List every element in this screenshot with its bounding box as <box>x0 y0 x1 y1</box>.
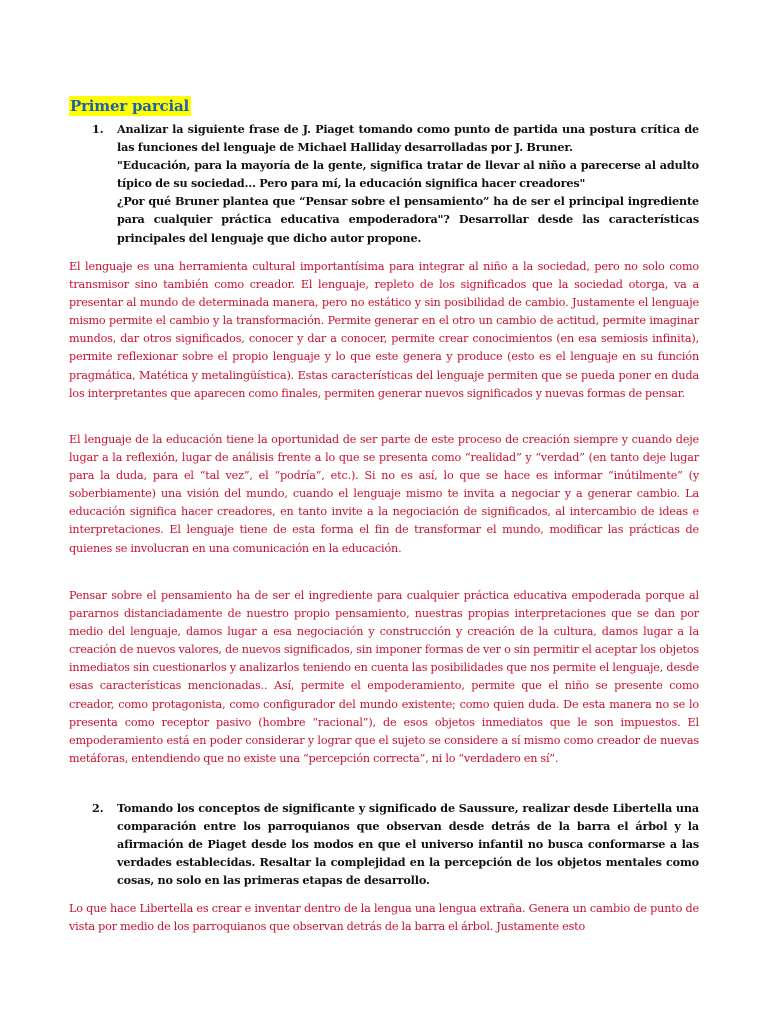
answer-2-paragraph-1: Lo que hace Libertella es crear e inventar dentro de la lengua una lengua extraña. Genera un cambio de punto de vista por medio de los parroquianos que observan detrás de la barra el árbol. Justamente esto <box>69 902 699 934</box>
question-1 <box>117 120 699 247</box>
answer-1-paragraph-3: Pensar sobre el pensamiento ha de ser el ingrediente para cualquier práctica educativa empoderada porque al pararnos distanciadamente de nuestro propio pensamiento, nuestras propias interpretaciones que se dan por medio del lenguaje, damos lugar a esa negociación y construcción y creación de la cultura, damos lugar a la creación de nuevos valores, de nuevos significados, sin imponer formas de ver o sin permitir el aceptar los objetos inmediatos sin cuestionarlos y analizarlos teniendo en cuenta las posibilidades que nos permite el lenguaje, desde esas características mencionadas.. Así, permite el empoderamiento, permite que el niño se presente como creador, como protagonista, como configurador del mundo existente; como quien duda. De esta manera no se lo presenta como receptor pasivo (hombre “racional”), de esos objetos inmediatos que le son impuestos. El empoderamiento está en poder considerar y lograr que el sujeto se considere a sí mismo como creador de nuevas metáforas, entendiendo que no existe una “percepción correcta”, ni lo “verdadero en sí”. <box>69 589 699 765</box>
question-1-followup: ¿Por qué Bruner plantea que “Pensar sobre el pensamiento” ha de ser el principal ingrediente para cualquier práctica educativa empoderadora"? Desarrollar desde las características principales del lenguaje que dicho autor propone. <box>117 194 699 245</box>
page-title: Primer parcial <box>70 97 189 115</box>
question-1-number: 1. <box>92 122 104 136</box>
question-2-number: 2. <box>92 801 104 815</box>
question-1-quote: "Educación, para la mayoría de la gente, significa tratar de llevar al niño a parecerse al adulto típico de su sociedad... Pero para mí, la educación significa hacer creadores" <box>117 158 699 191</box>
answer-1-paragraph-2: El lenguaje de la educación tiene la oportunidad de ser parte de este proceso de creación siempre y cuando deje lugar a la reflexión, lugar de análisis frente a lo que se presenta como “realidad” y “verdad” (en tanto deje lugar para la duda, para el “tal vez”, el “podría”, etc.). Si no es así, lo que se hace es informar “inútilmente” (y soberbiamente) una visión del mundo, cuando el lenguaje mismo te invita a negociar y a generar cambio. La educación significa hacer creadores, en tanto invite a la negociación de significados, al intercambio de ideas e interpretaciones. El lenguaje tiene de esta forma el fin de transformar el mundo, modificar las prácticas de quienes se involucran en una comunicación en la educación. <box>69 433 699 555</box>
answer-1-paragraph-1: El lenguaje es una herramienta cultural importantísima para integrar al niño a la sociedad, pero no solo como transmisor sino también como creador. El lenguaje, repleto de los significados que la sociedad otorga, va a presentar al mundo de determinada manera, pero no estático y sin posibilidad de cambio. Justamente el lenguaje mismo permite el cambio y la transformación. Permite generar en el otro un cambio de actitud, permite imaginar mundos, dar otros significados, conocer y dar a conocer, permite crear conocimientos (en esa semiosis infinita), permite reflexionar sobre el propio lenguaje y lo que este genera y produce (esto es el lenguaje en su función pragmática, Matética y metalingüística). Estas características del lenguaje permiten que se pueda poner en duda los interpretantes que aparecen como finales, permiten generar nuevos significados y nuevas formas de pensar. <box>69 260 699 400</box>
question-2-text: Tomando los conceptos de significante y significado de Saussure, realizar desde Libertella una comparación entre los parroquianos que observan desde detrás de la barra el árbol y la afirmación de Piaget desde los modos en que el universo infantil no busca conformarse a las verdades establecidas. Resaltar la complejidad en la percepción de los objetos mentales como cosas, no solo en las primeras etapas de desarrollo. <box>117 801 699 888</box>
question-1-text: Analizar la siguiente frase de J. Piaget tomando como punto de partida una postura crítica de las funciones del lenguaje de Michael Halliday desarrolladas por J. Bruner. <box>117 122 699 155</box>
